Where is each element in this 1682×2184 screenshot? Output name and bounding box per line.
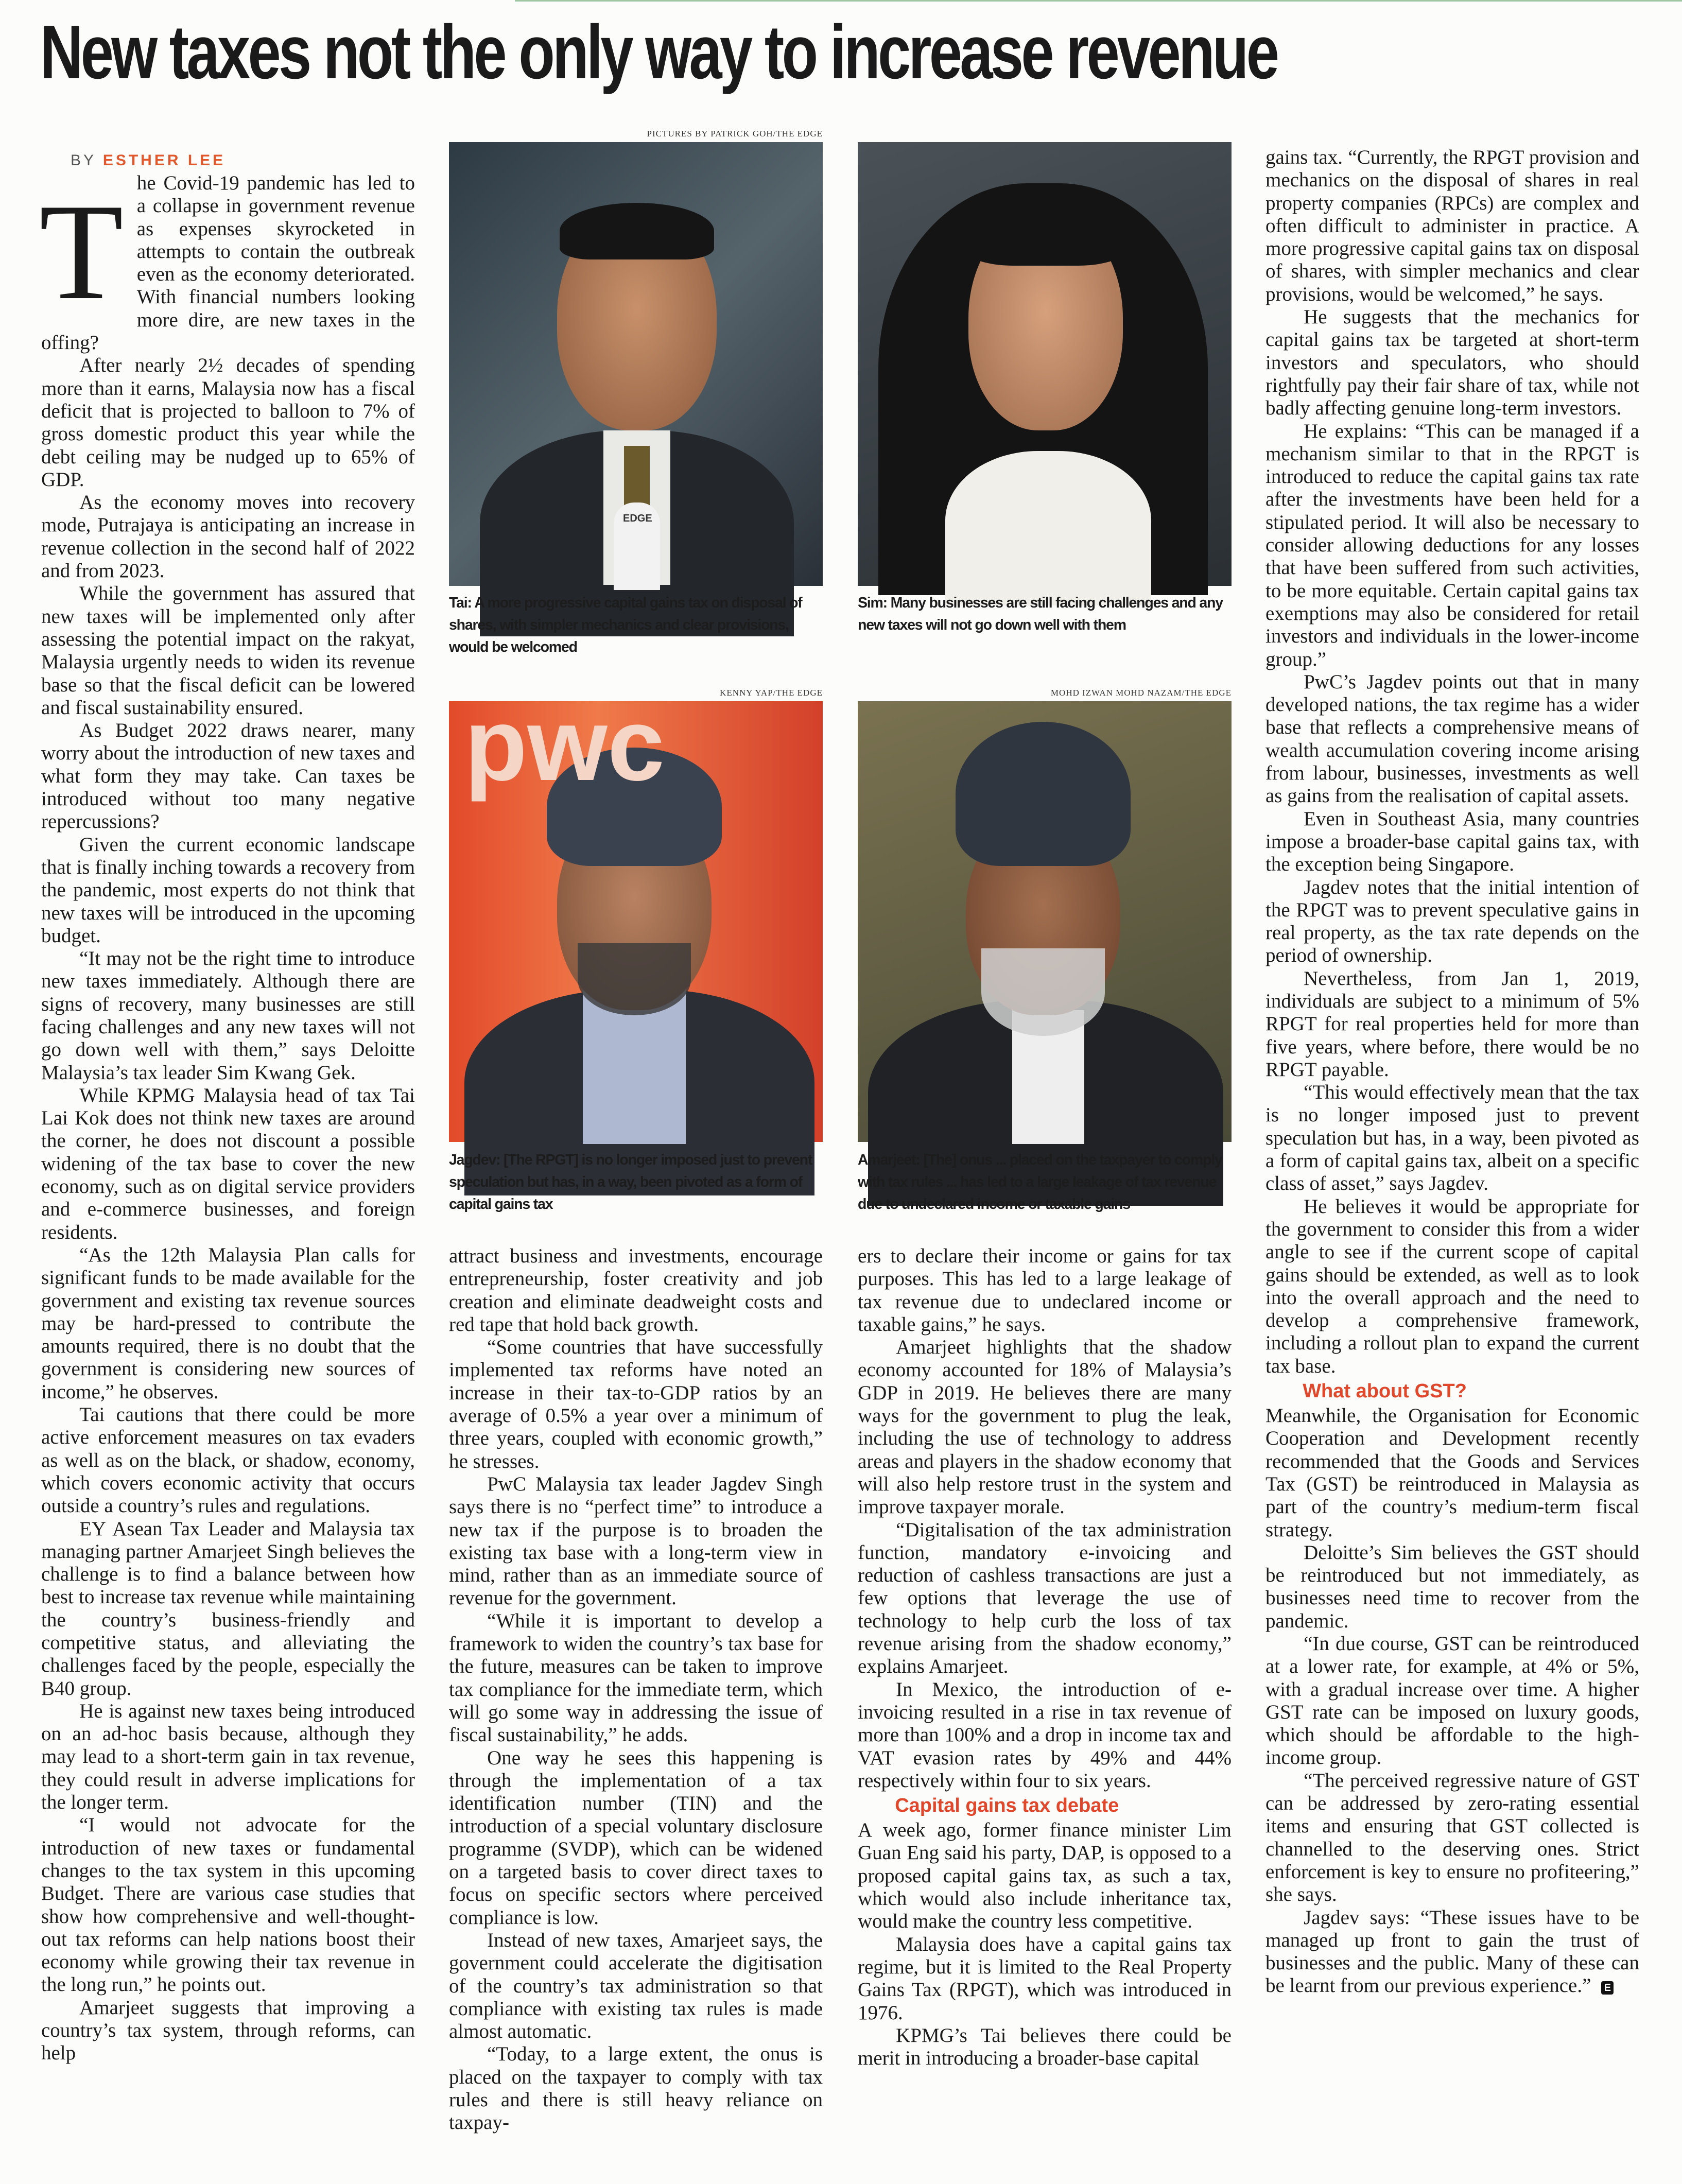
photo-amarjeet: [858, 701, 1232, 1142]
paragraph-text: As the economy moves into recovery mode, Putrajaya is anticipating an increase in revenue collection in the second half of 2022 and from 2023.: [41, 491, 415, 582]
paragraph-text: He explains: “This can be managed if a mechanism similar to that in the RPGT is introduced to reduce the capital gains tax rate after the investments have been held for a stipulated period. It will also be necessary to consider allowing deductions for any losses that have been suffered from such activities, to be more equitable. Certain capital gains tax exemptions may also be considered for retail investors and individuals in the lower-income group.”: [1265, 420, 1639, 670]
paragraph: [41, 1084, 415, 1244]
paragraph: [449, 1610, 823, 1747]
paragraph-text: KPMG’s Tai believes there could be merit in introducing a broader-base capital: [858, 2024, 1232, 2070]
photo-credit: MOHD IZWAN MOHD NAZAM/THE EDGE: [1050, 688, 1232, 698]
paragraph-text: “It may not be the right time to introduce new taxes immediately. Although there are signs of recovery, many businesses are still facing challenges and any new taxes will not go down well with them,” says Deloitte Malaysia’s tax leader Sim Kwang Gek.: [41, 947, 415, 1084]
paragraph-text: EY Asean Tax Leader and Malaysia tax managing partner Amarjeet Singh believes the challenge is to find a balance between how best to increase tax revenue while maintaining the country’s business-friendly and competitive status, and alleviating the challenges faced by the people, especially the B40 group.: [41, 1517, 415, 1700]
paragraph-text: “While it is important to develop a framework to widen the country’s tax base for the future, measures can be taken to improve tax compliance for the immediate term, which will go some way in addressing the issue of fiscal sustainability,” he adds.: [449, 1609, 823, 1746]
paragraph: [449, 1336, 823, 1473]
paragraph-text: “Today, to a large extent, the onus is placed on the taxpayer to comply with tax rules and there is still heavy reliance on taxpay-: [449, 2043, 823, 2134]
paragraph: [1265, 808, 1639, 876]
paragraph: [858, 1933, 1232, 2024]
photo-credit: KENNY YAP/THE EDGE: [720, 688, 823, 698]
photo-caption: Tai: A more progressive capital gains tax on disposal of shares, with simpler mechanics and clear provisions, would be welcomed: [449, 595, 802, 655]
photo-caption: Sim: Many businesses are still facing challenges and any new taxes will not go down well with them: [858, 595, 1223, 633]
lead-paragraph: he Covid-19 pandemic has led to a collapse in government revenue as expenses skyrocketed in attempts to contain the outbreak even as the economy deteriorated. With financial numbers looking more dire, are new taxes in the offing?: [41, 172, 415, 354]
subhead-gst: What about GST?: [1303, 1380, 1467, 1402]
paragraph: [41, 1518, 415, 1700]
paragraph: [41, 1244, 415, 1403]
paragraph-text: Tai cautions that there could be more active enforcement measures on tax evaders as well as on the black, or shadow, economy, which covers economic activity that occurs outside a country’s rules and regulations.: [41, 1403, 415, 1517]
article-column-2: [449, 1245, 823, 2134]
paragraph-text: He is against new taxes being introduced on an ad-hoc basis because, although they may lead to a short-term gain in tax revenue, they could result in adverse implications for the longer term.: [41, 1700, 415, 1814]
paragraph: [449, 1929, 823, 2043]
paragraph: [41, 1700, 415, 1814]
paragraph-text: gains tax. “Currently, the RPGT provision and mechanics on the disposal of shares in real property companies (RPCs) are complex and often difficult to administer in practice. A more progressive capital gains tax on disposal of shares, with simpler mechanics and clear provisions, would be welcomed,” he says.: [1265, 146, 1639, 305]
paragraph-text: “In due course, GST can be reintroduced at a lower rate, for example, at 4% or 5%, with a gradual increase over time. A higher GST rate can be imposed on luxury goods, which should be affordable to the high-income group.: [1265, 1633, 1639, 1769]
paragraph-text: After nearly 2½ decades of spending more than it earns, Malaysia now has a fiscal deficit that is projected to balloon to 7% of gross domestic product this year while the debt ceiling may be nudged up to 65% of GDP.: [41, 354, 415, 491]
article-column-1: [41, 149, 415, 2111]
paragraph-text: A week ago, former finance minister Lim Guan Eng said his party, DAP, is opposed to a proposed capital gains tax, as such a tax, which would also include inheritance tax, would make the country less competitive.: [858, 1819, 1232, 1933]
paragraph: [1265, 1405, 1639, 1541]
byline: [41, 149, 415, 172]
paragraph: [1265, 671, 1639, 808]
paragraph: [1265, 306, 1639, 420]
paragraph-text: He suggests that the mechanics for capital gains tax be targeted at short-term investors and speculators, who should rightfully pay their fair share of tax, while not badly affecting genuine long-term investors.: [1265, 306, 1639, 420]
photo-sim: [858, 142, 1232, 586]
paragraph: [1265, 1906, 1639, 1998]
paragraph-text: Amarjeet suggests that improving a country’s tax system, through reforms, can help: [41, 1996, 415, 2065]
paragraph: [1265, 1541, 1639, 1633]
backdrop-logo: pwc: [464, 687, 665, 802]
paragraph-text: Amarjeet highlights that the shadow economy accounted for 18% of Malaysia’s GDP in 2019. He believes there are many ways for the government to plug the leak, including the use of technology to address areas and players in the shadow economy that will also help restore trust in the system and improve taxpayer morale.: [858, 1336, 1232, 1518]
paragraph-text: PwC Malaysia tax leader Jagdev Singh says there is no “perfect time” to introduce a new tax if the purpose is to broaden the existing tax base with a long-term view in mind, rather than as an immediate source of revenue for the government.: [449, 1472, 823, 1609]
subhead-capital-gains: Capital gains tax debate: [895, 1795, 1119, 1817]
headline: New taxes not the only way to increase revenue: [40, 10, 1277, 95]
paragraph: [449, 1245, 823, 1336]
paragraph-text: “I would not advocate for the introduction of new taxes or fundamental changes to the tax system in this upcoming Budget. There are various case studies that show how comprehensive and well-thought-out tax reforms can help nations boost their economy while growing their tax revenue in the long run,” he points out.: [41, 1814, 415, 1996]
byline-prefix: BY: [71, 152, 96, 169]
article-column-4: [1265, 146, 1639, 2111]
paragraph-text: Given the current economic landscape that is finally inching towards a recovery from the pandemic, most experts do not think that new taxes will be introduced in the upcoming budget.: [41, 833, 415, 947]
paragraph-text: One way he sees this happening is through the implementation of a tax identification number (TIN) and the introduction of a special voluntary disclosure programme (SVDP), which can be widened on a targeted basis to cover direct taxes to focus on specific sectors where perceived compliance is low.: [449, 1746, 823, 1929]
paragraph: [41, 1814, 415, 1996]
photo-credit: PICTURES BY PATRICK GOH/THE EDGE: [647, 129, 823, 138]
paragraph-text: Nevertheless, from Jan 1, 2019, individuals are subject to a minimum of 5% RPGT for real properties held for more than five years, where before, there would be no RPGT payable.: [1265, 967, 1639, 1081]
paragraph-text: Malaysia does have a capital gains tax regime, but it is limited to the Real Property Gains Tax (RPGT), which was introduced in 1976.: [858, 1933, 1232, 2024]
paragraph-text: Meanwhile, the Organisation for Economic Cooperation and Development recently recommended that the Goods and Services Tax (GST) be reintroduced in Malaysia as part of the country’s medium-term fiscal strategy.: [1265, 1405, 1639, 1541]
photo-caption: Amarjeet: [The] onus ... placed on the taxpayer to comply with tax rules ... has led to a large leakage of tax revenue due to undeclared income or taxable gains: [858, 1152, 1222, 1212]
mic-label: EDGE: [623, 513, 652, 524]
paragraph: [858, 1678, 1232, 1792]
paragraph: [1265, 876, 1639, 967]
paragraph-text: ers to declare their income or gains for tax purposes. This has led to a large leakage of tax revenue due to undeclared income or taxable gains,” he says.: [858, 1245, 1232, 1336]
paragraph-text: Jagdev says: “These issues have to be managed up front to gain the trust of businesses and the public. Many of these can be learnt from our previous experience.”: [1265, 1906, 1639, 1997]
paragraph-text: Instead of new taxes, Amarjeet says, the government could accelerate the digitisation of the country’s tax administration so that compliance with existing tax rules is made almost automatic.: [449, 1929, 823, 2043]
paragraph-text: “This would effectively mean that the tax is no longer imposed just to prevent speculation but has, in a way, been pivoted as a form of capital gains tax, albeit on a specific class of asset,” says Jagdev.: [1265, 1081, 1639, 1195]
paragraph: [449, 1747, 823, 1929]
paragraph: [1265, 1770, 1639, 1906]
paragraph: [1265, 1081, 1639, 1195]
paragraph: [41, 947, 415, 1084]
paragraph-text: Deloitte’s Sim believes the GST should be reintroduced but not immediately, as businesses need time to recover from the pandemic.: [1265, 1541, 1639, 1632]
paragraph: [1265, 967, 1639, 1081]
paragraph: [41, 491, 415, 582]
paragraph-text: “Some countries that have successfully implemented tax reforms have noted an increase in their tax-to-GDP ratios by an average of 0.5% a year over a minimum of three years, coupled with economic growth,” he stresses.: [449, 1336, 823, 1472]
paragraph-text: “Digitalisation of the tax administration function, mandatory e-invoicing and reduction of cashless transactions are just a few options that leverage the use of technology to help curb the loss of tax revenue arising from the shadow economy,” explains Amarjeet.: [858, 1518, 1232, 1678]
paragraph: [1265, 420, 1639, 671]
paragraph: [449, 2043, 823, 2134]
paragraph-text: Jagdev notes that the initial intention of the RPGT was to prevent speculative gains in real property, as the tax rate depends on the period of ownership.: [1265, 876, 1639, 967]
paragraph: [1265, 1633, 1639, 1770]
paragraph: [41, 1997, 415, 2065]
paragraph: [858, 1519, 1232, 1678]
paragraph: [449, 1473, 823, 1610]
paragraph: [1265, 146, 1639, 306]
paragraph: [858, 1245, 1232, 1336]
article-column-3: [858, 1245, 1232, 2111]
paragraph: [1265, 1195, 1639, 1378]
paragraph: [858, 1336, 1232, 1518]
photo-caption: Jagdev: [The RPGT] is no longer imposed just to prevent speculation but has, in a way, been pivoted as a form of capital gains tax: [449, 1152, 812, 1212]
paragraph-text: In Mexico, the introduction of e-invoicing resulted in a rise in tax revenue of more than 100% and a drop in income tax and VAT evasion rates by 49% and 44% respectively within four to six years.: [858, 1678, 1232, 1792]
paragraph-text: While the government has assured that new taxes will be implemented only after assessing the potential impact on the rakyat, Malaysia urgently needs to widen its revenue base so that the fiscal deficit can be lowered and fiscal sustainability ensured.: [41, 582, 415, 719]
paragraph-text: Even in Southeast Asia, many countries impose a broader-base capital gains tax, with the exception being Singapore.: [1265, 807, 1639, 876]
photo-tai: [449, 142, 823, 586]
drop-cap: T: [39, 175, 124, 328]
paragraph: [41, 582, 415, 719]
paragraph-text: As Budget 2022 draws nearer, many worry about the introduction of new taxes and what form they may take. Can taxes be introduced without too many negative repercussions?: [41, 719, 415, 833]
paragraph: [41, 834, 415, 947]
paragraph-text: “As the 12th Malaysia Plan calls for significant funds to be made available for the government and existing tax revenue sources may be hard-pressed to contribute the amounts required, there is no doubt that the government is considering new sources of income,” he observes.: [41, 1243, 415, 1403]
paragraph-text: While KPMG Malaysia head of tax Tai Lai Kok does not think new taxes are around the corner, he does not discount a possible widening of the tax base to cover the new economy, such as on digital service providers and e-commerce businesses, and foreign residents.: [41, 1084, 415, 1243]
paragraph: [41, 719, 415, 833]
top-rule: [515, 0, 1682, 2]
paragraph-text: “The perceived regressive nature of GST can be addressed by zero-rating essential items and ensuring that GST collected is channelled to the deserving ones. Strict enforcement is key to ensure no profiteering,” she says.: [1265, 1769, 1639, 1906]
paragraph-text: He believes it would be appropriate for the government to consider this from a wider angle to see if the current scope of capital gains should be extended, as well as to look into the overall approach and the need to develop a comprehensive framework, including a rollout plan to expand the current tax base.: [1265, 1195, 1639, 1377]
paragraph: [41, 354, 415, 491]
paragraph-text: attract business and investments, encourage entrepreneurship, foster creativity and job creation and eliminate deadweight costs and red tape that hold back growth.: [449, 1245, 823, 1336]
paragraph: [858, 1819, 1232, 1933]
paragraph: [858, 2024, 1232, 2070]
end-mark-icon: E: [1601, 1981, 1614, 1995]
author-name: ESTHER LEE: [102, 152, 226, 169]
paragraph-text: PwC’s Jagdev points out that in many developed nations, the tax regime has a wider base that reflects a comprehensive means of wealth accumulation covering income arising from labour, businesses, investments as well as gains from the realisation of capital assets.: [1265, 670, 1639, 807]
paragraph: [41, 1403, 415, 1517]
